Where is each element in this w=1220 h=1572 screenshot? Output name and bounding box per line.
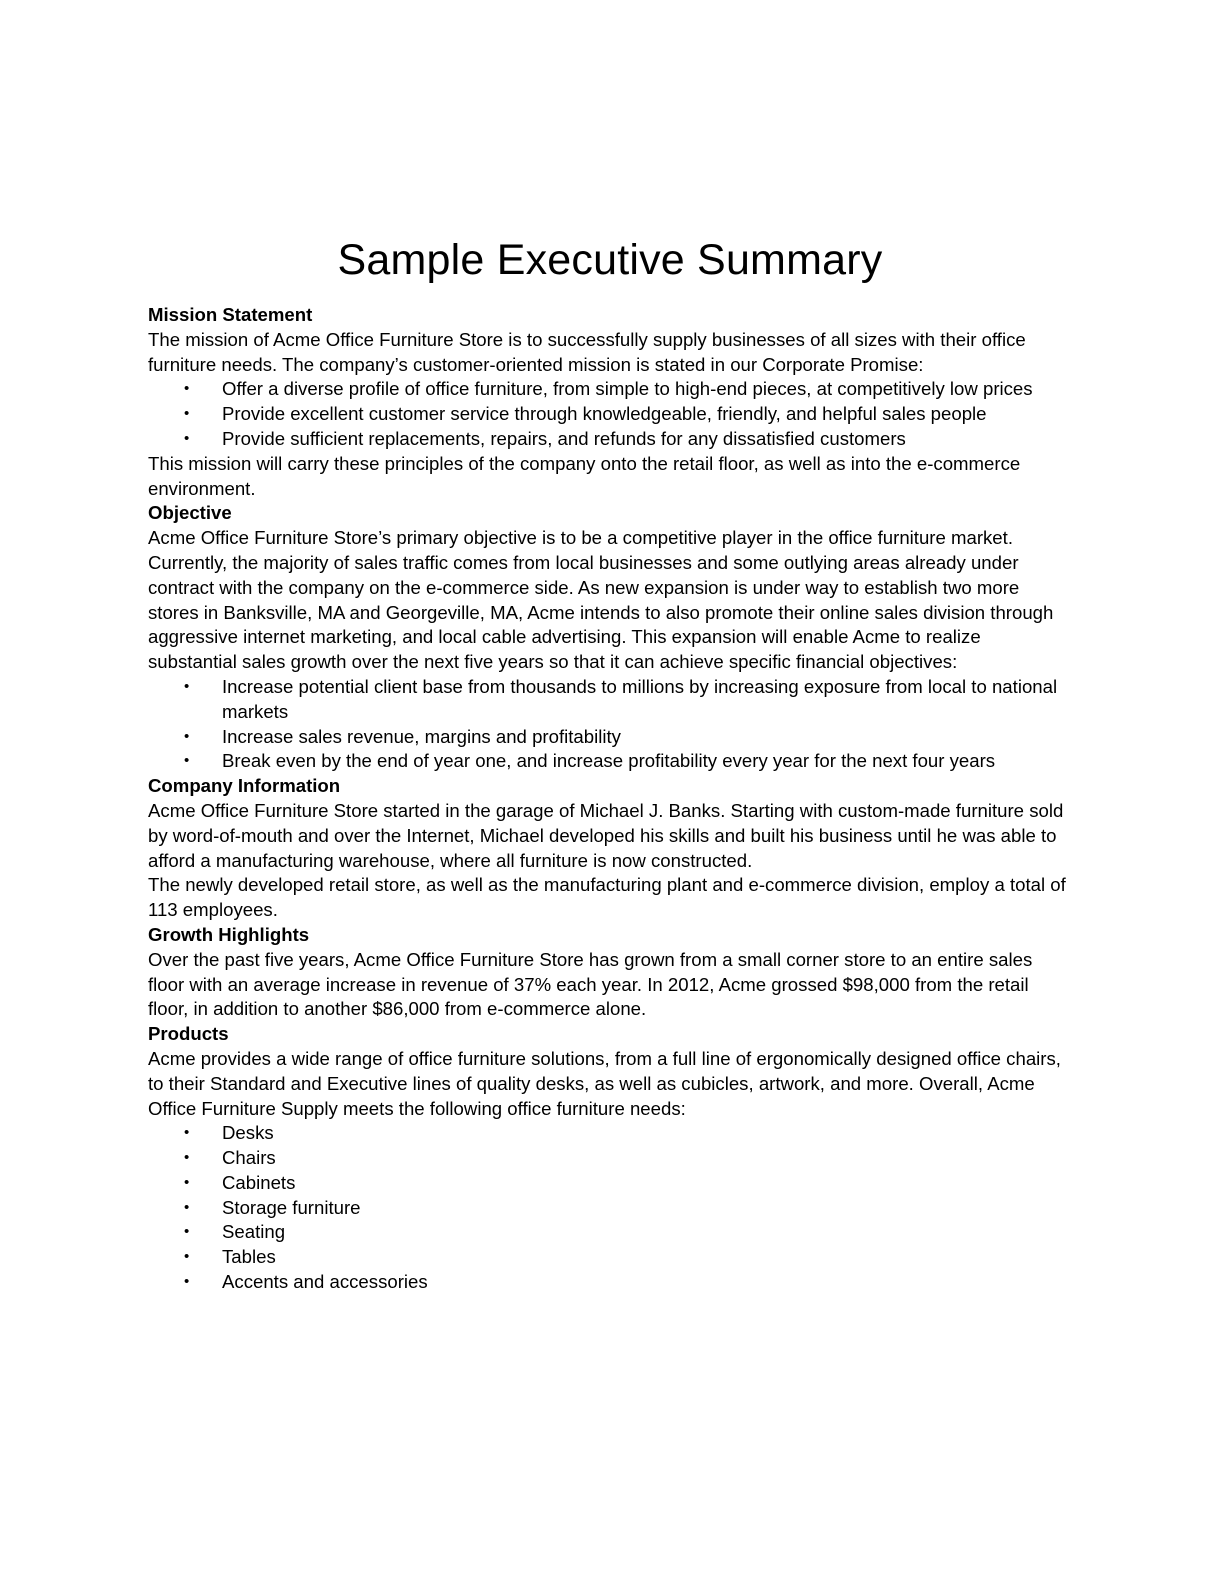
bullet-item: • Break even by the end of year one, and increase profitability every year for the next four years — [148, 749, 1070, 774]
bullet-item: • Tables — [148, 1245, 1070, 1270]
section-heading: Company Information — [148, 775, 341, 797]
section-heading: Products — [148, 1023, 229, 1045]
page-title: Sample Executive Summary — [337, 235, 883, 284]
bullet-item: • Provide excellent customer service through knowledgeable, friendly, and helpful sales people — [148, 402, 1070, 427]
bullet-item: • Provide sufficient replacements, repairs, and refunds for any dissatisfied customers — [148, 427, 1070, 452]
section-paragraph: Over the past five years, Acme Office Furniture Store has grown from a small corner store to an entire sales floor with an average increase in revenue of 37% each year. In 2012, Acme grossed $98,000 from the retail floor, in addition to another $86,000 from e-commerce alone. — [148, 948, 1033, 1020]
section-paragraph: The mission of Acme Office Furniture Store is to successfully supply businesses of all sizes with their office furniture needs. The company’s customer-oriented mission is stated in our Corporate Promise: — [148, 328, 1026, 375]
bullet-item: • Storage furniture — [148, 1196, 1070, 1221]
section-heading: Mission Statement — [148, 304, 313, 325]
bullet-item: • Cabinets — [148, 1171, 1070, 1196]
document-section — [148, 303, 1070, 501]
section-paragraph: This mission will carry these principles of the company onto the retail floor, as well as into the e-commerce environment. — [148, 452, 1021, 499]
document-section — [148, 1022, 1070, 1295]
section-paragraph: Acme Office Furniture Store started in the garage of Michael J. Banks. Starting with custom-made furniture sold by word-of-mouth and over the Internet, Michael developed his skills and built his business until he was able to afford a manufacturing warehouse, where all furniture is now constructed. — [148, 799, 1064, 871]
document-section — [148, 501, 1070, 774]
bullet-item: • Increase potential client base from thousands to millions by increasing exposure from local to national markets — [148, 675, 1070, 725]
bullet-item: • Chairs — [148, 1146, 1070, 1171]
bullet-list — [148, 377, 1070, 451]
bullet-list — [148, 675, 1070, 774]
section-paragraph: Acme provides a wide range of office furniture solutions, from a full line of ergonomically designed office chairs, to their Standard and Executive lines of quality desks, as well as cubicles, artwork, and more. Overall, Acme Office Furniture Supply meets the following office furniture needs: — [148, 1047, 1061, 1119]
document-section — [148, 774, 1070, 923]
bullet-item: • Accents and accessories — [148, 1270, 1070, 1295]
section-heading: Growth Highlights — [148, 923, 310, 945]
bullet-item: • Increase sales revenue, margins and profitability — [148, 725, 1070, 750]
bullet-item: • Seating — [148, 1220, 1070, 1245]
bullet-list — [148, 1121, 1070, 1295]
document-section — [148, 923, 1070, 1022]
section-heading: Objective — [148, 502, 232, 524]
section-paragraph: The newly developed retail store, as well as the manufacturing plant and e-commerce division, employ a total of 113 employees. — [148, 874, 1066, 921]
document-body — [148, 303, 1070, 1295]
bullet-item: • Desks — [148, 1121, 1070, 1146]
section-paragraph: Acme Office Furniture Store’s primary objective is to be a competitive player in the office furniture market. Currently, the majority of sales traffic comes from local businesses and some outlying areas already under contract with the company on the e-commerce side. As new expansion is under way to establish two more stores in Banksville, MA and Georgeville, MA, Acme intends to also promote their online sales division through aggressive internet marketing, and local cable advertising. This expansion will enable Acme to realize substantial sales growth over the next five years so that it can achieve specific financial objectives: — [148, 527, 1054, 673]
bullet-item: • Offer a diverse profile of office furniture, from simple to high-end pieces, at competitively low prices — [148, 377, 1070, 402]
